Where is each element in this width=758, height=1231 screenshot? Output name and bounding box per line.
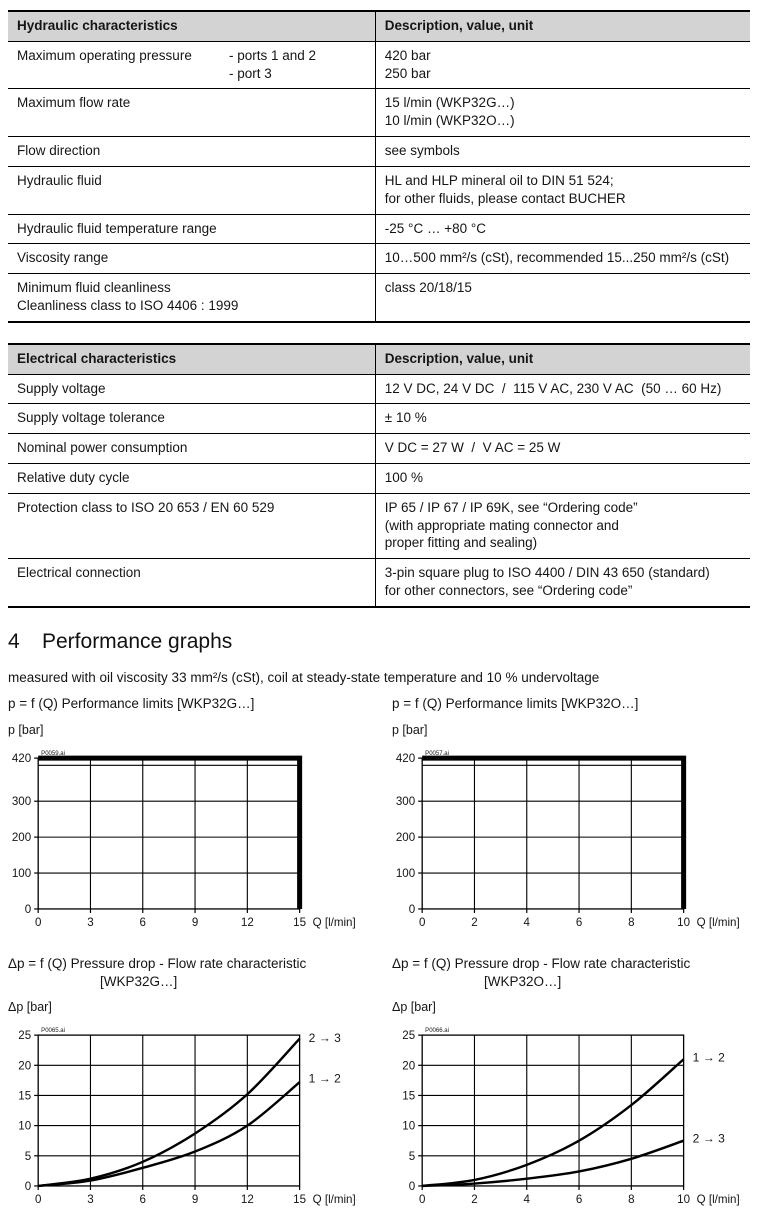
series-label-flow-path-1-to-2: 1 → 2 bbox=[692, 1050, 725, 1065]
label-with-sublabel bbox=[17, 47, 366, 83]
chart-title-line: p = f (Q) Performance limits [WKP32G…] bbox=[8, 695, 255, 711]
x-tick-label: 9 bbox=[191, 916, 199, 929]
x-tick-label: 0 bbox=[418, 1194, 426, 1207]
row-value-cell bbox=[375, 137, 750, 167]
table-body bbox=[8, 374, 750, 607]
row-label-cell bbox=[8, 89, 375, 137]
characteristics-tables bbox=[8, 10, 750, 608]
table-row bbox=[8, 434, 750, 464]
y-tick-label: 100 bbox=[11, 867, 32, 880]
row-value-line: 250 bar bbox=[384, 65, 431, 81]
chart-performance-limits-wkp32g bbox=[8, 695, 366, 939]
chart-pressure-drop-wkp32g bbox=[8, 955, 366, 1217]
series-label-flow-path-2-to-3: 2 → 3 bbox=[308, 1031, 341, 1046]
row-label-line: Maximum operating pressure bbox=[17, 47, 192, 63]
y-tick-label: 20 bbox=[18, 1060, 32, 1073]
row-value-line: 100 % bbox=[384, 470, 424, 485]
chart-title-line: [WKP32G…] bbox=[100, 974, 178, 990]
table-row bbox=[8, 244, 750, 274]
series-flow-path-2-to-3 bbox=[422, 1141, 683, 1186]
section-title: Performance graphs bbox=[42, 629, 233, 653]
y-axis-label: p [bar] bbox=[8, 722, 44, 737]
y-tick-label: 300 bbox=[11, 796, 32, 809]
chart-pressure-drop-wkp32o bbox=[392, 955, 750, 1217]
y-axis-label: Δp [bar] bbox=[392, 1000, 436, 1015]
y-tick-label: 0 bbox=[24, 903, 32, 916]
row-label-cell bbox=[8, 493, 375, 558]
x-axis-label: Q [l/min] bbox=[696, 1194, 740, 1207]
row-value-cell bbox=[375, 89, 750, 137]
row-value-line: ± 10 % bbox=[384, 410, 427, 426]
row-label-cell bbox=[8, 214, 375, 244]
row-sublabel bbox=[229, 47, 316, 83]
chart-title-line: Δp = f (Q) Pressure drop - Flow rate characteristic bbox=[392, 955, 691, 971]
x-tick-label: 15 bbox=[293, 916, 307, 929]
row-value-cell bbox=[375, 244, 750, 274]
table-row bbox=[8, 374, 750, 404]
row-label-line: Viscosity range bbox=[17, 250, 109, 266]
row-value-line: -25 °C … +80 °C bbox=[384, 220, 486, 236]
plot-file-watermark: P0057.ai bbox=[425, 750, 449, 757]
plot-file-watermark: P0066.ai bbox=[425, 1028, 449, 1035]
series-operating-limit-envelope bbox=[422, 758, 683, 909]
row-sublabel-line: - port 3 bbox=[229, 65, 272, 81]
plot-border bbox=[422, 1036, 683, 1187]
chart-title-line: Δp = f (Q) Pressure drop - Flow rate characteristic bbox=[8, 955, 307, 971]
x-tick-label: 10 bbox=[677, 916, 691, 929]
table-row bbox=[8, 274, 750, 322]
row-label-line: Nominal power consumption bbox=[17, 440, 188, 456]
y-tick-label: 200 bbox=[11, 832, 32, 845]
row-value-cell bbox=[375, 274, 750, 322]
x-tick-label: 8 bbox=[628, 916, 635, 929]
row-label-line: Relative duty cycle bbox=[17, 470, 130, 485]
section-number: 4 bbox=[8, 629, 20, 653]
table-row bbox=[8, 137, 750, 167]
x-tick-label: 2 bbox=[471, 1194, 478, 1207]
row-value-line: IP 65 / IP 67 / IP 69K, see “Ordering code” bbox=[384, 499, 638, 515]
table-head bbox=[8, 344, 750, 374]
row-sublabel-line: - ports 1 and 2 bbox=[229, 47, 317, 63]
row-value-cell bbox=[375, 493, 750, 558]
row-label-line: Minimum fluid cleanliness bbox=[17, 280, 171, 296]
x-tick-label: 12 bbox=[240, 916, 254, 929]
x-tick-label: 6 bbox=[139, 916, 146, 929]
x-tick-label: 2 bbox=[471, 916, 478, 929]
y-axis-label: p [bar] bbox=[392, 722, 428, 737]
row-label-line: Electrical connection bbox=[17, 565, 141, 581]
chart-title bbox=[392, 955, 750, 991]
row-value-line: 10 l/min (WKP32O…) bbox=[384, 113, 515, 129]
row-value-line: see symbols bbox=[384, 143, 460, 159]
x-tick-label: 6 bbox=[575, 916, 583, 929]
row-value-cell bbox=[375, 374, 750, 404]
row-label-cell bbox=[8, 41, 375, 89]
chart-title-line: p = f (Q) Performance limits [WKP32O…] bbox=[392, 695, 639, 711]
plot-border bbox=[38, 758, 299, 909]
section-heading bbox=[8, 630, 750, 654]
x-tick-label: 6 bbox=[139, 1194, 146, 1207]
y-tick-label: 0 bbox=[408, 903, 416, 916]
x-axis-label: Q [l/min] bbox=[312, 916, 356, 929]
row-label-line: Supply voltage bbox=[17, 380, 106, 396]
row-label-line: Maximum flow rate bbox=[17, 95, 131, 111]
row-value-line: for other fluids, please contact BUCHER bbox=[384, 190, 626, 206]
x-tick-label: 10 bbox=[677, 1194, 691, 1207]
plot-border bbox=[38, 1036, 299, 1187]
row-value-line: 15 l/min (WKP32G…) bbox=[384, 95, 515, 111]
x-tick-label: 0 bbox=[34, 1194, 42, 1207]
header-col1: Electrical characteristics bbox=[8, 344, 375, 374]
x-tick-label: 9 bbox=[191, 1194, 199, 1207]
x-tick-label: 3 bbox=[87, 916, 94, 929]
header-col1: Hydraulic characteristics bbox=[8, 11, 375, 41]
y-tick-label: 25 bbox=[402, 1030, 416, 1043]
row-value-line: for other connectors, see “Ordering code” bbox=[384, 583, 633, 599]
table-row bbox=[8, 214, 750, 244]
y-tick-label: 5 bbox=[408, 1151, 416, 1164]
header-row bbox=[8, 344, 750, 374]
row-label-line: Hydraulic fluid temperature range bbox=[17, 220, 217, 236]
series-flow-path-1-to-2 bbox=[422, 1060, 683, 1187]
chart-title bbox=[8, 695, 366, 714]
row-value-cell bbox=[375, 464, 750, 494]
series-label-flow-path-2-to-3: 2 → 3 bbox=[692, 1131, 725, 1146]
x-tick-label: 0 bbox=[34, 916, 42, 929]
measurement-note: measured with oil viscosity 33 mm²/s (cSt), coil at steady-state temperature and 10 % undervoltage bbox=[8, 669, 600, 685]
series-operating-limit-envelope bbox=[38, 758, 299, 909]
y-tick-label: 420 bbox=[395, 753, 416, 766]
row-value-line: V DC = 27 W / V AC = 25 W bbox=[384, 440, 561, 456]
x-tick-label: 3 bbox=[87, 1194, 94, 1207]
table-row bbox=[8, 166, 750, 214]
row-value-line: 12 V DC, 24 V DC / 115 V AC, 230 V AC (50 … 60 Hz) bbox=[384, 380, 722, 396]
row-value-cell bbox=[375, 41, 750, 89]
row-value-cell bbox=[375, 434, 750, 464]
row-value-cell bbox=[375, 559, 750, 607]
y-tick-label: 20 bbox=[402, 1060, 416, 1073]
table-row bbox=[8, 493, 750, 558]
row-label-line: Cleanliness class to ISO 4406 : 1999 bbox=[17, 297, 239, 313]
plot-file-watermark: P0059.ai bbox=[41, 750, 65, 757]
plot-file-watermark: P0065.ai bbox=[41, 1028, 65, 1035]
row-label-line: Protection class to ISO 20 653 / EN 60 529 bbox=[17, 499, 275, 515]
table-body bbox=[8, 41, 750, 321]
row-value-line: 3-pin square plug to ISO 4400 / DIN 43 650 (standard) bbox=[384, 565, 710, 581]
row-label-cell bbox=[8, 137, 375, 167]
y-tick-label: 10 bbox=[18, 1121, 32, 1134]
plot-border bbox=[422, 758, 683, 909]
y-tick-label: 100 bbox=[395, 867, 416, 880]
chart-performance-limits-wkp32o bbox=[392, 695, 750, 939]
table-row bbox=[8, 464, 750, 494]
electrical-characteristics-table bbox=[8, 343, 750, 608]
x-tick-label: 6 bbox=[575, 1194, 583, 1207]
chart-title bbox=[392, 695, 750, 714]
table-head bbox=[8, 11, 750, 41]
row-label-cell bbox=[8, 374, 375, 404]
row-value-line: (with appropriate mating connector and bbox=[384, 517, 619, 533]
series-flow-path-1-to-2 bbox=[38, 1083, 299, 1187]
y-tick-label: 420 bbox=[11, 753, 32, 766]
y-tick-label: 25 bbox=[18, 1030, 32, 1043]
header-col2: Description, value, unit bbox=[375, 11, 750, 41]
header-col2: Description, value, unit bbox=[375, 344, 750, 374]
series-flow-path-2-to-3 bbox=[38, 1039, 299, 1186]
series-label-flow-path-1-to-2: 1 → 2 bbox=[308, 1071, 341, 1086]
x-axis-label: Q [l/min] bbox=[696, 916, 740, 929]
row-value-line: proper fitting and sealing) bbox=[384, 535, 538, 551]
row-value-cell bbox=[375, 214, 750, 244]
y-tick-label: 15 bbox=[18, 1090, 32, 1103]
table-row bbox=[8, 559, 750, 607]
row-value-cell bbox=[375, 404, 750, 434]
row-label-line: Hydraulic fluid bbox=[17, 172, 102, 188]
y-tick-label: 300 bbox=[395, 796, 416, 809]
x-tick-label: 8 bbox=[628, 1194, 635, 1207]
row-value-line: 10…500 mm²/s (cSt), recommended 15...250 mm²/s (cSt) bbox=[384, 250, 730, 266]
row-label-line: Supply voltage tolerance bbox=[17, 410, 165, 426]
table-row bbox=[8, 404, 750, 434]
y-tick-label: 5 bbox=[24, 1151, 32, 1164]
y-tick-label: 15 bbox=[402, 1090, 416, 1103]
hydraulic-characteristics-table bbox=[8, 10, 750, 323]
y-tick-label: 0 bbox=[24, 1181, 32, 1194]
y-tick-label: 10 bbox=[402, 1121, 416, 1134]
x-tick-label: 15 bbox=[293, 1194, 307, 1207]
row-label-cell bbox=[8, 464, 375, 494]
row-label-cell bbox=[8, 166, 375, 214]
x-tick-label: 12 bbox=[240, 1194, 254, 1207]
row-label-cell bbox=[8, 434, 375, 464]
row-value-cell bbox=[375, 166, 750, 214]
chart-title-line: [WKP32O…] bbox=[484, 974, 562, 990]
chart-canvas-performance-limits-wkp32o bbox=[392, 738, 750, 939]
chart-canvas-performance-limits-wkp32g bbox=[8, 738, 366, 939]
y-tick-label: 200 bbox=[395, 832, 416, 845]
row-label-cell bbox=[8, 244, 375, 274]
row-value-line: class 20/18/15 bbox=[384, 280, 472, 296]
x-tick-label: 4 bbox=[523, 1194, 530, 1207]
header-row bbox=[8, 11, 750, 41]
row-label-cell bbox=[8, 404, 375, 434]
chart-title bbox=[8, 955, 366, 991]
chart-canvas-pressure-drop-wkp32o bbox=[392, 1015, 750, 1216]
row-label-cell bbox=[8, 559, 375, 607]
y-tick-label: 0 bbox=[408, 1181, 416, 1194]
x-tick-label: 4 bbox=[523, 916, 530, 929]
x-axis-label: Q [l/min] bbox=[312, 1194, 356, 1207]
table-row bbox=[8, 89, 750, 137]
chart-canvas-pressure-drop-wkp32g bbox=[8, 1015, 366, 1216]
y-axis-label: Δp [bar] bbox=[8, 1000, 52, 1015]
table-row bbox=[8, 41, 750, 89]
row-value-line: 420 bar bbox=[384, 47, 431, 63]
row-label-line: Flow direction bbox=[17, 143, 101, 159]
row-value-line: HL and HLP mineral oil to DIN 51 524; bbox=[384, 172, 614, 188]
x-tick-label: 0 bbox=[418, 916, 426, 929]
row-label-cell bbox=[8, 274, 375, 322]
row-label bbox=[17, 47, 229, 83]
performance-charts-grid bbox=[8, 695, 750, 1217]
